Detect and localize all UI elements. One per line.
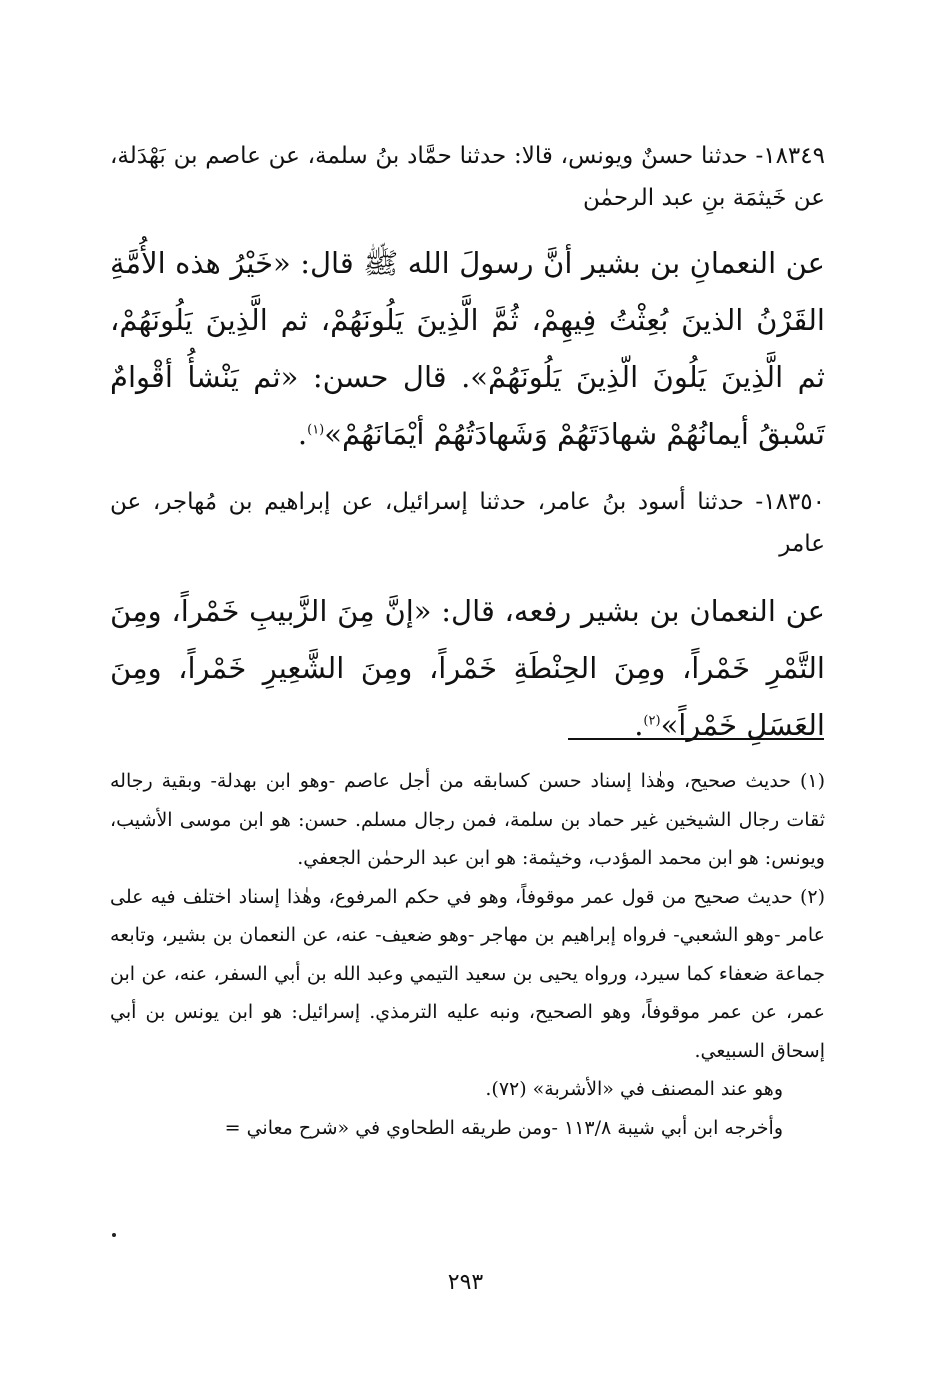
bullet-dot-icon: [112, 1233, 116, 1237]
hadith-isnad: ١٨٣٥٠- حدثنا أسود بنُ عامر، حدثنا إسرائيل، عن إبراهيم بن مُهاجر، عن عامر: [110, 489, 825, 557]
hadith-matn-text: عن النعمانِ بن بشير أنَّ رسولَ الله ﷺ قال: «خَيْرُ هذه الأُمَّةِ القَرْنُ الذينَ بُعِثْتُ فِيهِمْ، ثُمَّ الَّذِينَ يَلُونَهُمْ، ثم الَّذِينَ يَلُونَهُمْ، ثم الَّذِينَ يَلُونَ الّذِينَ يَلُونَهُمْ». قال حسن: «ثم يَنْشأُ أقْوامٌ تَسْبقُ أيمانُهُمْ شهادَتَهُمْ وَشَهادَتُهُمْ أيْمَانَهُمْ»: [110, 246, 825, 451]
footnote-1: (١) حديث صحيح، وهٰذا إسناد حسن كسابقه من أجل عاصم -وهو ابن بهدلة- وبقية رجاله ثقات رجال الشيخين غير حماد بن سلمة، فمن رجال مسلم. حسن: هو ابن موسى الأشيب، ويونس: هو ابن محمد المؤدب، وخيثمة: هو ابن عبد الرحمٰن الجعفي.: [110, 770, 825, 869]
hadith-matn-end: .: [297, 417, 308, 451]
hadith-matn: [110, 235, 825, 463]
footnote-reference: (٢): [643, 713, 661, 729]
footnotes-section: [110, 762, 825, 1147]
footnote-2: (٢) حديث صحيح من قول عمر موقوفاً، وهو في حكم المرفوع، وهٰذا إسناد اختلف فيه على عامر -وهو الشعبي- فرواه إبراهيم بن مهاجر -وهو ضعيف- عنه، عن النعمان بن بشير، وتابعه جماعة ضعفاء كما سيرد، ورواه يحيى بن سعيد التيمي وعبد الله بن أبي السفر، عنه، عن ابن عمر، عن عمر موقوفاً، وهو الصحيح، ونبه عليه الترمذي. إسرائيل: هو ابن يونس بن أبي إسحاق السبيعي.: [110, 885, 825, 1062]
footnote-reference: (١): [307, 422, 325, 438]
hadith-isnad: ١٨٣٤٩- حدثنا حسنٌ ويونس، قالا: حدثنا حمَّاد بنُ سلمة، عن عاصم بن بَهْدَلة، عن خَيثمَة بنِ عبد الرحمٰن: [110, 143, 825, 211]
main-text: [110, 135, 825, 754]
hadith-matn-text: عن النعمان بن بشير رفعه، قال: «إنَّ مِنَ الزَّبيبِ خَمْراً، ومِنَ التَّمْرِ خَمْراً، ومِنَ الحِنْطَةِ خَمْراً، ومِنَ الشَّعِيرِ خَمْراً، ومِنَ العَسَلِ خَمْراً»: [110, 594, 825, 742]
hadith-matn-end: .: [634, 708, 644, 742]
hadith-matn: [110, 583, 825, 754]
footnote-2-continuation: وهو عند المصنف في «الأشربة» (٧٢).: [485, 1078, 783, 1100]
footnote-2-continuation: وأخرجه ابن أبي شيبة ١١٣/٨ -ومن طريقه الطحاوي في «شرح معاني =: [224, 1116, 783, 1139]
page-number: ٢٩٣: [447, 1270, 484, 1295]
hadith-1850: [110, 481, 825, 754]
hadith-1849: [110, 135, 825, 463]
footnote-divider: [568, 738, 824, 740]
